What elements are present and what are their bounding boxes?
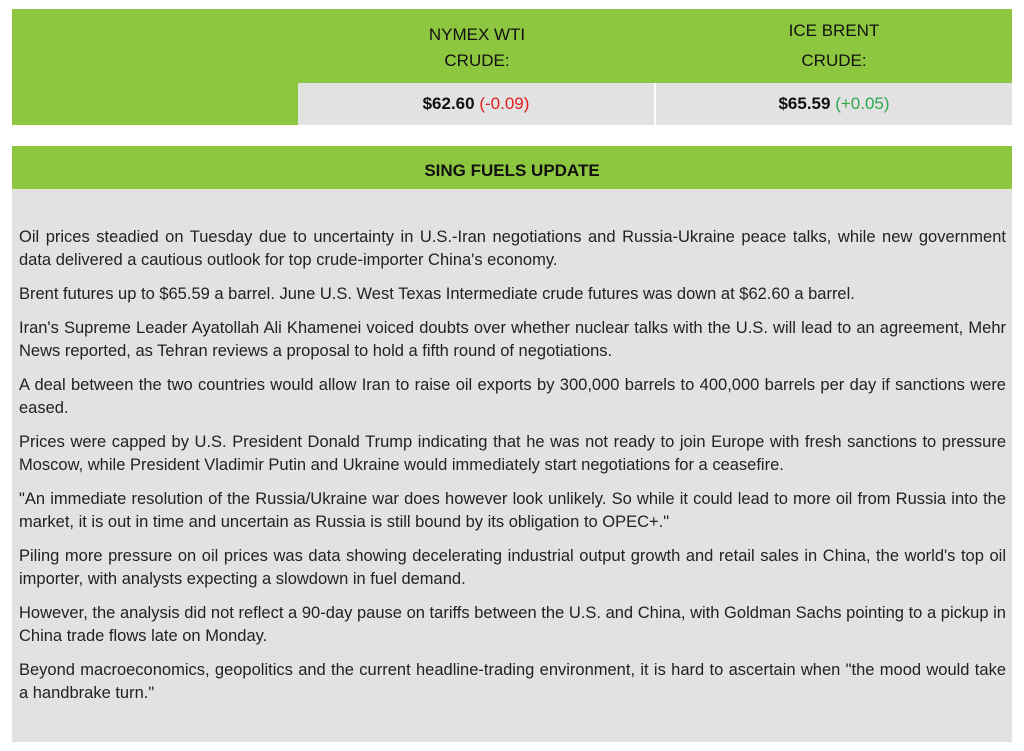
brent-price-cell bbox=[656, 83, 1012, 125]
update-title: SING FUELS UPDATE bbox=[12, 146, 1012, 189]
brent-header bbox=[656, 9, 1012, 83]
price-table-header bbox=[12, 9, 1012, 83]
price-table bbox=[12, 9, 1012, 125]
wti-price-cell bbox=[298, 83, 654, 125]
update-paragraph: A deal between the two countries would allow Iran to raise oil exports by 300,000 barrels to 400,000 barrels per day if sanctions were eased. bbox=[19, 376, 1006, 417]
update-body bbox=[12, 189, 1012, 742]
update-paragraph: Brent futures up to $65.59 a barrel. June U.S. West Texas Intermediate crude futures was down at $62.60 a barrel. bbox=[19, 285, 855, 303]
wti-header bbox=[298, 9, 656, 83]
update-paragraph: However, the analysis did not reflect a 90-day pause on tariffs between the U.S. and China, with Goldman Sachs pointing to a pickup in China trade flows late on Monday. bbox=[19, 604, 1006, 645]
wti-title-line1: NYMEX WTI bbox=[428, 25, 526, 44]
update-paragraph: Prices were capped by U.S. President Donald Trump indicating that he was not ready to join Europe with fresh sanctions to pressure Moscow, while President Vladimir Putin and Ukraine would immediately start negotiations for a ceasefire. bbox=[19, 433, 1006, 474]
wti-price: $62.60 bbox=[422, 94, 475, 113]
brent-price: $65.59 bbox=[778, 94, 831, 113]
price-row-spacer bbox=[12, 83, 298, 125]
update-paragraph: Oil prices steadied on Tuesday due to uncertainty in U.S.-Iran negotiations and Russia-Ukraine peace talks, while new government data delivered a cautious outlook for top crude-importer China's economy. bbox=[19, 228, 1006, 269]
update-paragraph: Beyond macroeconomics, geopolitics and the current headline-trading environment, it is hard to ascertain when "the mood would take a handbrake turn." bbox=[19, 661, 1006, 702]
update-paragraph: Iran's Supreme Leader Ayatollah Ali Khamenei voiced doubts over whether nuclear talks with the U.S. will lead to an agreement, Mehr News reported, as Tehran reviews a proposal to hold a fifth round of negotiations. bbox=[19, 319, 1006, 360]
wti-title-line2: CRUDE: bbox=[444, 51, 510, 70]
update-paragraph: "An immediate resolution of the Russia/Ukraine war does however look unlikely. So while it could lead to more oil from Russia into the market, it is out in time and uncertain as Russia is still bound by its obligation to OPEC+." bbox=[19, 490, 1006, 531]
brent-title-line2: CRUDE: bbox=[801, 51, 867, 70]
wti-change: (-0.09) bbox=[479, 94, 530, 113]
update-paragraph: Piling more pressure on oil prices was data showing decelerating industrial output growth and retail sales in China, the world's top oil importer, with analysts expecting a slowdown in fuel demand. bbox=[19, 547, 1006, 588]
brent-change: (+0.05) bbox=[835, 94, 890, 113]
brent-title-line1: ICE BRENT bbox=[788, 21, 880, 40]
